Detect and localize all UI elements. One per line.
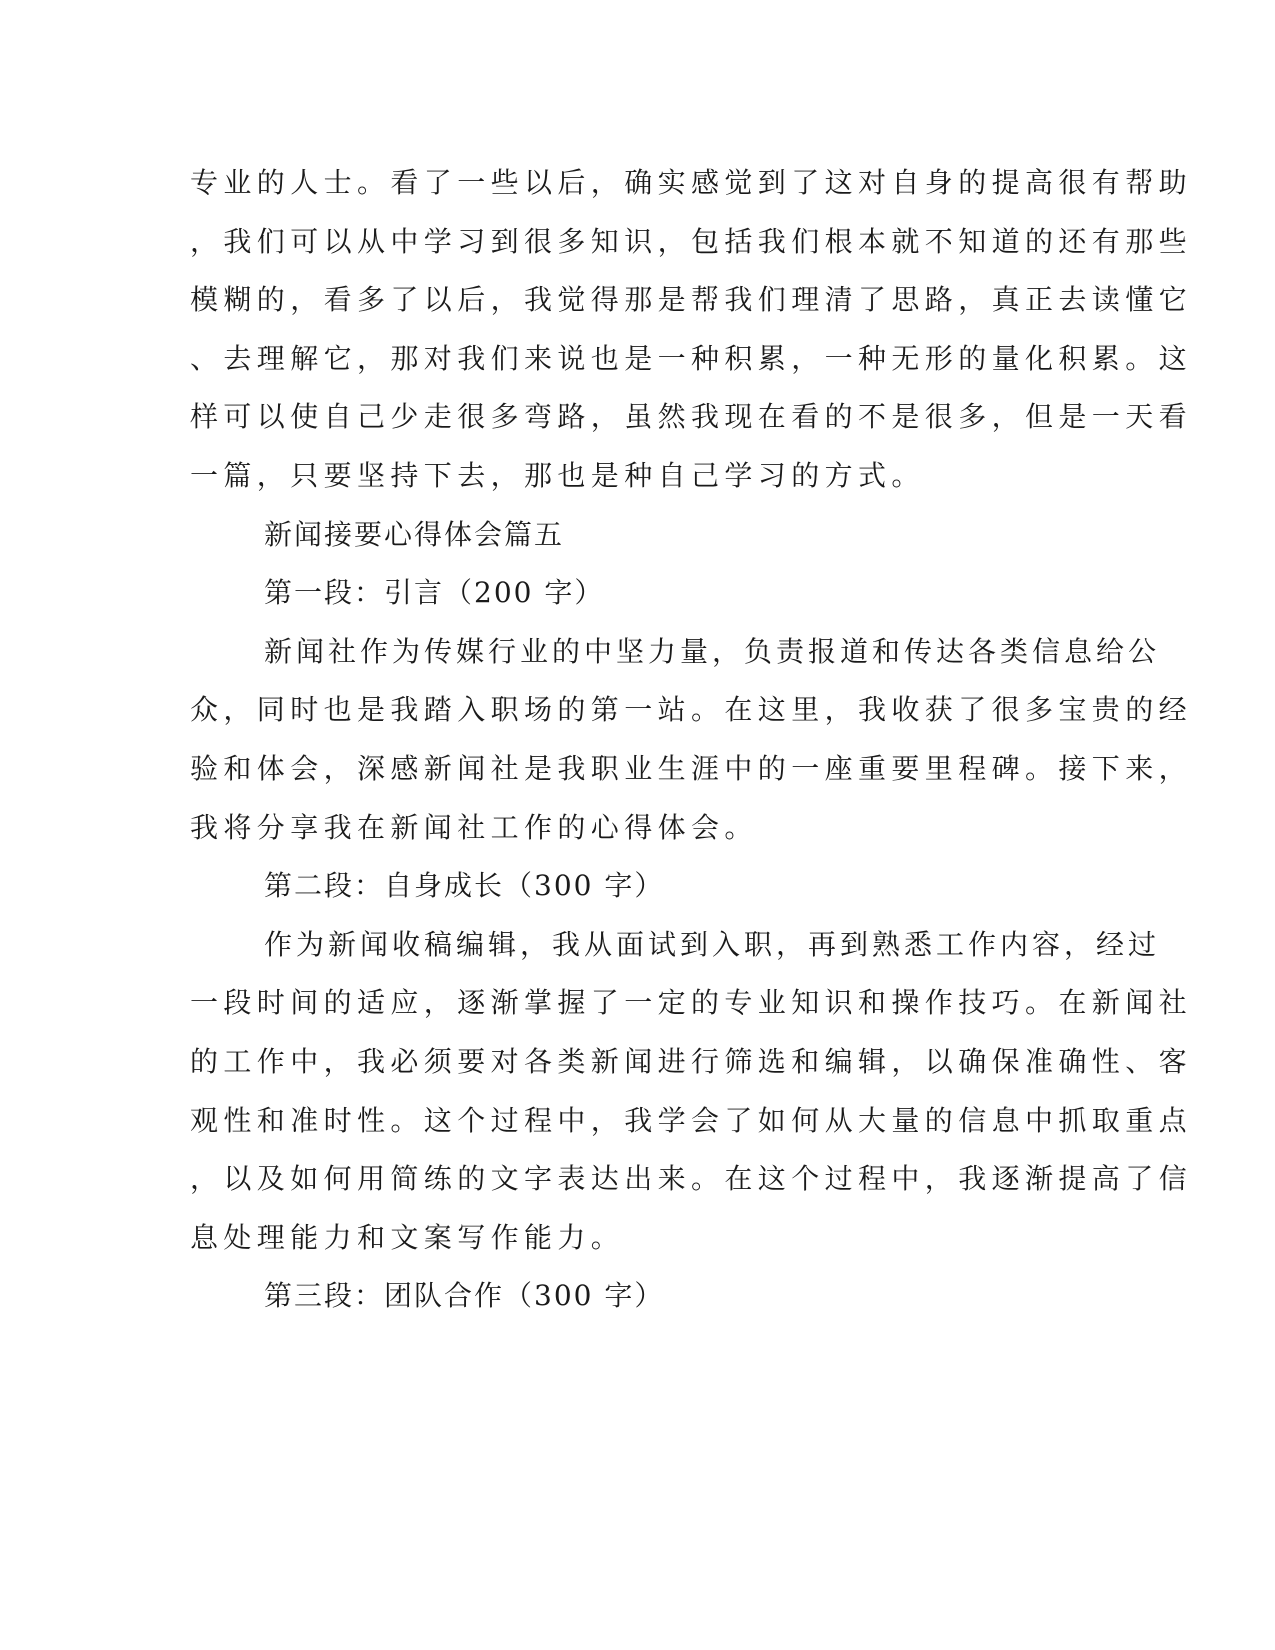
paragraph-line: 一段时间的适应，逐渐掌握了一定的专业知识和操作技巧。在新闻社 bbox=[190, 986, 1193, 1019]
paragraph-line: 一篇，只要坚持下去，那也是种自己学习的方式。 bbox=[190, 459, 925, 492]
paragraph-first-line: 作为新闻收稿编辑，我从面试到入职，再到熟悉工作内容，经过 bbox=[264, 928, 1161, 961]
paragraph-line: 、去理解它，那对我们来说也是一种积累，一种无形的量化积累。这 bbox=[190, 342, 1193, 375]
paragraph-line: 的工作中，我必须要对各类新闻进行筛选和编辑，以确保准确性、客 bbox=[190, 1045, 1193, 1078]
paragraph-line: 众，同时也是我踏入职场的第一站。在这里，我收获了很多宝贵的经 bbox=[190, 693, 1193, 726]
paragraph-first-line: 新闻社作为传媒行业的中坚力量，负责报道和传达各类信息给公 bbox=[264, 635, 1161, 668]
paragraph-line: 样可以使自己少走很多弯路，虽然我现在看的不是很多，但是一天看 bbox=[190, 400, 1193, 433]
paragraph-line: 我将分享我在新闻社工作的心得体会。 bbox=[190, 811, 758, 844]
paragraph-line: 息处理能力和文案写作能力。 bbox=[190, 1221, 625, 1254]
paragraph-line: ，以及如何用简练的文字表达出来。在这个过程中，我逐渐提高了信 bbox=[190, 1162, 1193, 1195]
paragraph-line: 验和体会，深感新闻社是我职业生涯中的一座重要里程碑。接下来， bbox=[190, 752, 1193, 785]
section-title: 新闻接要心得体会篇五 bbox=[264, 518, 565, 551]
paragraph-line: ，我们可以从中学习到很多知识，包括我们根本就不知道的还有那些 bbox=[190, 225, 1193, 258]
section-heading-3: 第三段：团队合作（300 字） bbox=[264, 1279, 665, 1312]
section-heading-1: 第一段：引言（200 字） bbox=[264, 576, 605, 609]
paragraph-line: 专业的人士。看了一些以后，确实感觉到了这对自身的提高很有帮助 bbox=[190, 166, 1193, 199]
paragraph-line: 观性和准时性。这个过程中，我学会了如何从大量的信息中抓取重点 bbox=[190, 1104, 1193, 1137]
paragraph-line: 模糊的，看多了以后，我觉得那是帮我们理清了思路，真正去读懂它 bbox=[190, 283, 1193, 316]
section-heading-2: 第二段：自身成长（300 字） bbox=[264, 869, 665, 902]
